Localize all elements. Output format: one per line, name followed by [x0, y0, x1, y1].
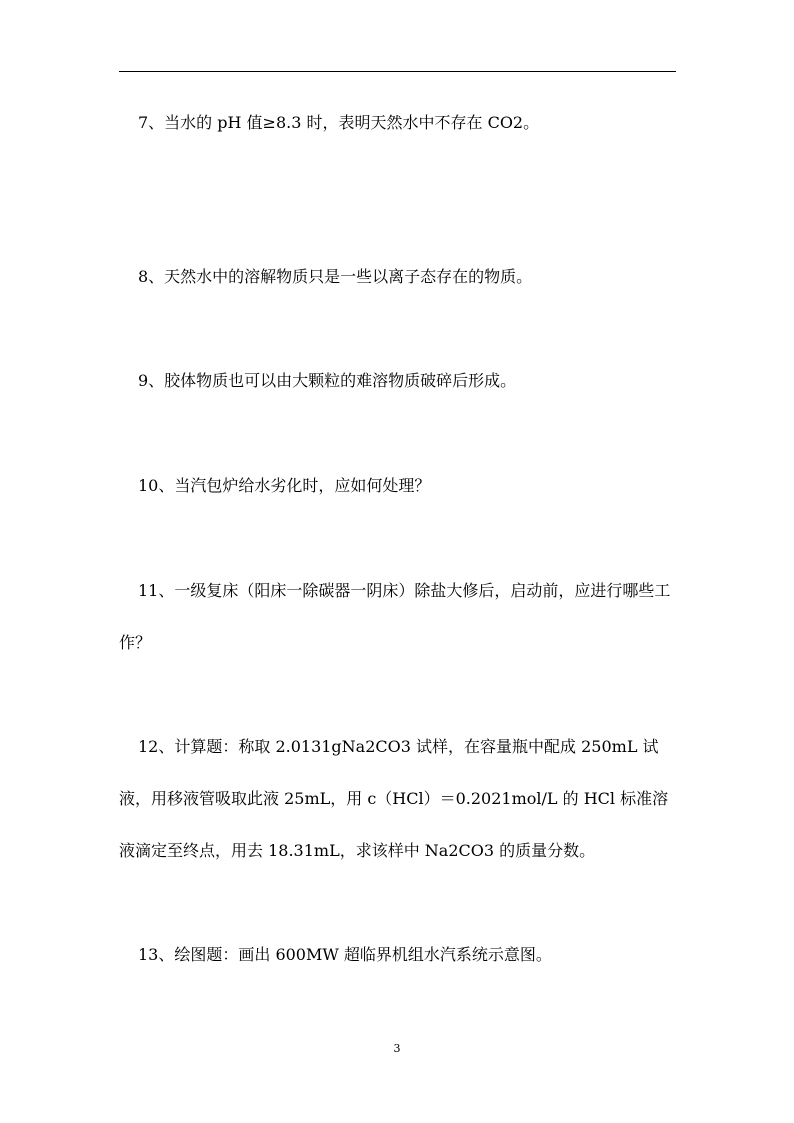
- question-10: 10、当汽包炉给水劣化时，应如何处理？: [138, 476, 431, 495]
- header-rule: [119, 71, 676, 72]
- question-8: 8、天然水中的溶解物质只是一些以离子态存在的物质。: [138, 267, 533, 286]
- question-13: 13、绘图题：画出 600MW 超临界机组水汽系统示意图。: [138, 945, 552, 964]
- question-9: 9、胶体物质也可以由大颗粒的难溶物质破碎后形成。: [138, 371, 517, 390]
- question-7: 7、当水的 pH 值≥8.3 时，表明天然水中不存在 CO2。: [138, 113, 540, 132]
- question-11: 11、一级复床（阳床一除碳器一阴床）除盐大修后，启动前，应进行哪些工作？: [119, 581, 671, 652]
- question-12: 12、计算题：称取 2.0131gNa2CO3 试样，在容量瓶中配成 250mL 试液，用移液管吸取此液 25mL，用 c（HCl）＝0.2021mol/L 的 HCl 标准溶液滴定至终点，用去 18.31mL，求该样中 Na2CO3 的质量分数。: [119, 737, 669, 860]
- page-number: 3: [393, 1042, 401, 1055]
